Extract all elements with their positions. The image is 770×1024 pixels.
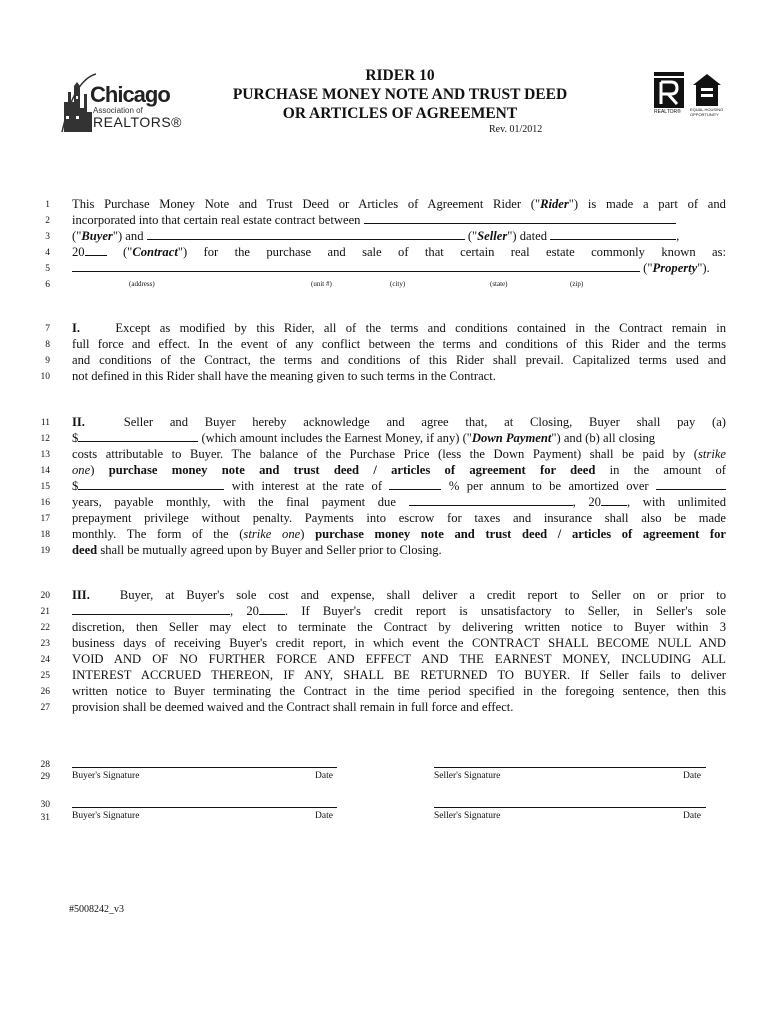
text: years, payable monthly, with the final payment due <box>72 495 396 509</box>
loan-amount-blank[interactable] <box>78 478 224 490</box>
buyer-signature-label: Buyer's Signature <box>72 811 140 821</box>
buyer-names-blank[interactable] <box>364 212 676 224</box>
trademark-marks <box>654 72 726 116</box>
section-3-line-4: business days of receiving Buyer's credit report, in which event the CONTRACT SHALL BECOME NULL AND <box>72 636 726 650</box>
text: $ <box>72 479 79 493</box>
seller-signature-line-1[interactable] <box>434 767 706 768</box>
note-type-options[interactable]: purchase money note and trust deed / articles of agreement for deed <box>108 463 596 477</box>
line-number: 6 <box>45 280 50 290</box>
text: Buyer, at Buyer's sole cost and expense, shall deliver a credit report to Seller on or prior to <box>119 588 726 602</box>
line-number: 10 <box>40 372 50 382</box>
caption-address: (address) <box>129 280 155 288</box>
logo-realtors-text: REALTORS® <box>93 114 182 130</box>
strike-term: strike <box>698 447 726 461</box>
contract-term: Contract <box>132 245 178 259</box>
line-number: 3 <box>45 232 50 242</box>
text: with interest at the rate of <box>231 479 383 493</box>
text: $ <box>72 431 79 445</box>
line-number: 11 <box>40 418 50 428</box>
section-1-line-3: and conditions of the Contract, the terms and conditions of this Rider shall prevail. Capitalized terms used and <box>72 353 726 367</box>
text: ") and <box>112 229 144 243</box>
line-number: 13 <box>40 450 50 460</box>
text: , <box>676 229 680 243</box>
line-number: 31 <box>40 813 50 823</box>
text: (which amount includes the Earnest Money, if any) (" <box>201 431 472 445</box>
line-number: 28 <box>40 760 50 770</box>
text: This Purchase Money Note and Trust Deed or Articles of Agreement Rider (" <box>72 197 541 211</box>
logo-association-text: Association of <box>93 106 143 115</box>
line-number: 27 <box>40 703 50 713</box>
line-number: 19 <box>40 546 50 556</box>
line-number: 23 <box>40 639 50 649</box>
text: incorporated into that certain real estate contract between <box>72 213 361 227</box>
section-2-line-2 <box>72 430 726 446</box>
line-number: 1 <box>45 200 50 210</box>
equal-housing-icon <box>692 73 722 107</box>
seller-names-blank[interactable] <box>147 228 465 240</box>
address-captions <box>0 278 770 294</box>
line-number: 16 <box>40 498 50 508</box>
text: , with unlimited <box>626 495 727 509</box>
rider-term: Rider <box>540 197 569 211</box>
line-number: 12 <box>40 434 50 444</box>
section-3-line-5: VOID AND OF NO FURTHER FORCE AND EFFECT AND THE EARNEST MONEY, INCLUDING ALL <box>72 652 726 666</box>
text: ") dated <box>507 229 548 243</box>
equal-housing-caption: EQUAL HOUSING OPPORTUNITY <box>690 107 724 117</box>
line-number: 18 <box>40 530 50 540</box>
interest-rate-blank[interactable] <box>389 478 441 490</box>
seller-term: Seller <box>477 229 508 243</box>
text: (" <box>72 229 82 243</box>
revision-date: Rev. 01/2012 <box>489 124 543 135</box>
intro-line-3 <box>72 228 726 244</box>
final-payment-year-blank[interactable] <box>601 494 627 506</box>
line-number: 14 <box>40 466 50 476</box>
document-number: #5008242_v3 <box>69 904 124 915</box>
contract-year-blank[interactable] <box>85 244 107 256</box>
section-2-numeral: II. <box>72 415 85 429</box>
text: ") is made a part of and <box>568 197 726 211</box>
text: Seller and Buyer hereby acknowledge and agree that, at Closing, Buyer shall pay (a) <box>123 415 726 429</box>
text: ) <box>90 463 95 477</box>
down-payment-term: Down Payment <box>471 431 552 445</box>
intro-line-1 <box>72 196 726 212</box>
document-title-line-2: PURCHASE MONEY NOTE AND TRUST DEED <box>232 86 568 103</box>
section-2-line-4 <box>72 462 726 478</box>
section-2-line-7: prepayment privilege without penalty. Payments into escrow for taxes and insurance shall also be made <box>72 511 726 525</box>
line-number: 21 <box>40 607 50 617</box>
buyer-signature-line-1[interactable] <box>72 767 337 768</box>
section-2-line-8 <box>72 526 726 542</box>
seller-signature-label: Seller's Signature <box>434 811 501 821</box>
text: (" <box>467 229 478 243</box>
buyer-term: Buyer <box>81 229 113 243</box>
text: "). <box>697 261 710 275</box>
seller-signature-label: Seller's Signature <box>434 771 501 781</box>
section-3-line-8: provision shall be deemed waived and the Contract shall remain in full force and effect. <box>72 700 514 714</box>
section-3-line-3: discretion, then Seller may elect to terminate the Contract by delivering written notice to Buyer within 3 <box>72 620 726 634</box>
line-number: 30 <box>40 800 50 810</box>
line-number: 29 <box>40 772 50 782</box>
line-number: 25 <box>40 671 50 681</box>
text: monthly. The form of the ( <box>72 527 244 541</box>
seller-signature-line-2[interactable] <box>434 807 706 808</box>
text: 20 <box>72 245 85 259</box>
line-number: 17 <box>40 514 50 524</box>
text: in the amount of <box>609 463 726 477</box>
caption-zip: (zip) <box>570 280 584 288</box>
document-title-line-1: RIDER 10 <box>365 67 435 84</box>
down-payment-amount-blank[interactable] <box>78 430 198 442</box>
text: costs attributable to Buyer. The balance of the Purchase Price (less the Down Payment) shall be paid by ( <box>72 447 699 461</box>
section-3-line-6: INTEREST ACCRUED THEREON, IF ANY, SHALL BE RETURNED TO BUYER. If Seller fails to deliver <box>72 668 726 682</box>
buyer-signature-label: Buyer's Signature <box>72 771 140 781</box>
text: , 20 <box>230 604 259 618</box>
section-3-line-1 <box>72 587 726 603</box>
buyer-signature-line-2[interactable] <box>72 807 337 808</box>
form-type-options[interactable]: purchase money note and trust deed / articles of agreement for <box>315 527 727 541</box>
section-3-numeral: III. <box>72 588 90 602</box>
section-3-line-7: written notice to Buyer terminating the Contract in the time period specified in the foregoing sentence, then this <box>72 684 726 698</box>
text: shall be mutually agreed upon by Buyer and Seller prior to Closing. <box>100 543 442 557</box>
logo-chicago-text: Chicago <box>90 82 170 107</box>
line-number: 22 <box>40 623 50 633</box>
line-number: 20 <box>40 591 50 601</box>
section-2-line-3 <box>72 446 726 462</box>
seller-date-label: Date <box>683 771 701 781</box>
line-number: 4 <box>45 248 50 258</box>
intro-line-4 <box>72 244 726 260</box>
text: ) <box>300 527 305 541</box>
section-1-line-1 <box>72 320 726 336</box>
chicago-realtors-logo <box>60 72 182 134</box>
section-3-line-2 <box>72 603 726 619</box>
intro-line-5 <box>72 260 726 276</box>
text: . If Buyer's credit report is unsatisfactory to Seller, in Seller's sole <box>284 604 727 618</box>
caption-unit: (unit #) <box>311 280 332 288</box>
buyer-date-label: Date <box>315 811 333 821</box>
line-number: 15 <box>40 482 50 492</box>
text: ") for the purchase and sale of that certain real estate commonly known as: <box>177 245 726 259</box>
credit-report-year-blank[interactable] <box>259 603 285 615</box>
caption-state: (state) <box>490 280 508 288</box>
text: (" <box>122 245 133 259</box>
buyer-date-label: Date <box>315 771 333 781</box>
text: Except as modified by this Rider, all of the terms and conditions contained in the Contract remain in <box>115 321 726 335</box>
line-number: 24 <box>40 655 50 665</box>
seller-date-label: Date <box>683 811 701 821</box>
caption-city: (city) <box>390 280 406 288</box>
text: ") and (b) all closing <box>551 431 656 445</box>
text: % per annum to be amortized over <box>448 479 649 493</box>
property-address-blank[interactable] <box>72 260 640 272</box>
section-1-numeral: I. <box>72 321 81 335</box>
property-term: Property <box>652 261 698 275</box>
amortization-years-blank[interactable] <box>656 478 726 490</box>
section-1-line-4: not defined in this Rider shall have the meaning given to such terms in the Contract. <box>72 369 496 383</box>
final-payment-date-blank[interactable] <box>409 494 573 506</box>
strike-term: one <box>72 463 91 477</box>
line-number: 26 <box>40 687 50 697</box>
line-number: 7 <box>45 324 50 334</box>
strike-term: strike one <box>243 527 301 541</box>
text: (" <box>643 261 653 275</box>
line-number: 2 <box>45 216 50 226</box>
text: , 20 <box>572 495 601 509</box>
line-number: 5 <box>45 264 50 274</box>
section-2-line-1 <box>72 414 726 430</box>
section-1-line-2: full force and effect. In the event of any conflict between the terms and conditions of this Rider and the terms <box>72 337 726 351</box>
section-2-line-5 <box>72 478 726 494</box>
intro-line-2 <box>72 212 726 228</box>
form-type-options-end[interactable]: deed <box>72 543 98 557</box>
document-title-line-3: OR ARTICLES OF AGREEMENT <box>282 105 518 122</box>
realtor-caption: REALTOR® <box>654 109 681 115</box>
section-2-line-9 <box>72 542 726 558</box>
section-2-line-6 <box>72 494 726 510</box>
line-number: 9 <box>45 356 50 366</box>
line-number: 8 <box>45 340 50 350</box>
credit-report-date-blank[interactable] <box>72 603 230 615</box>
realtor-r-icon <box>654 72 684 108</box>
contract-date-blank[interactable] <box>550 228 676 240</box>
